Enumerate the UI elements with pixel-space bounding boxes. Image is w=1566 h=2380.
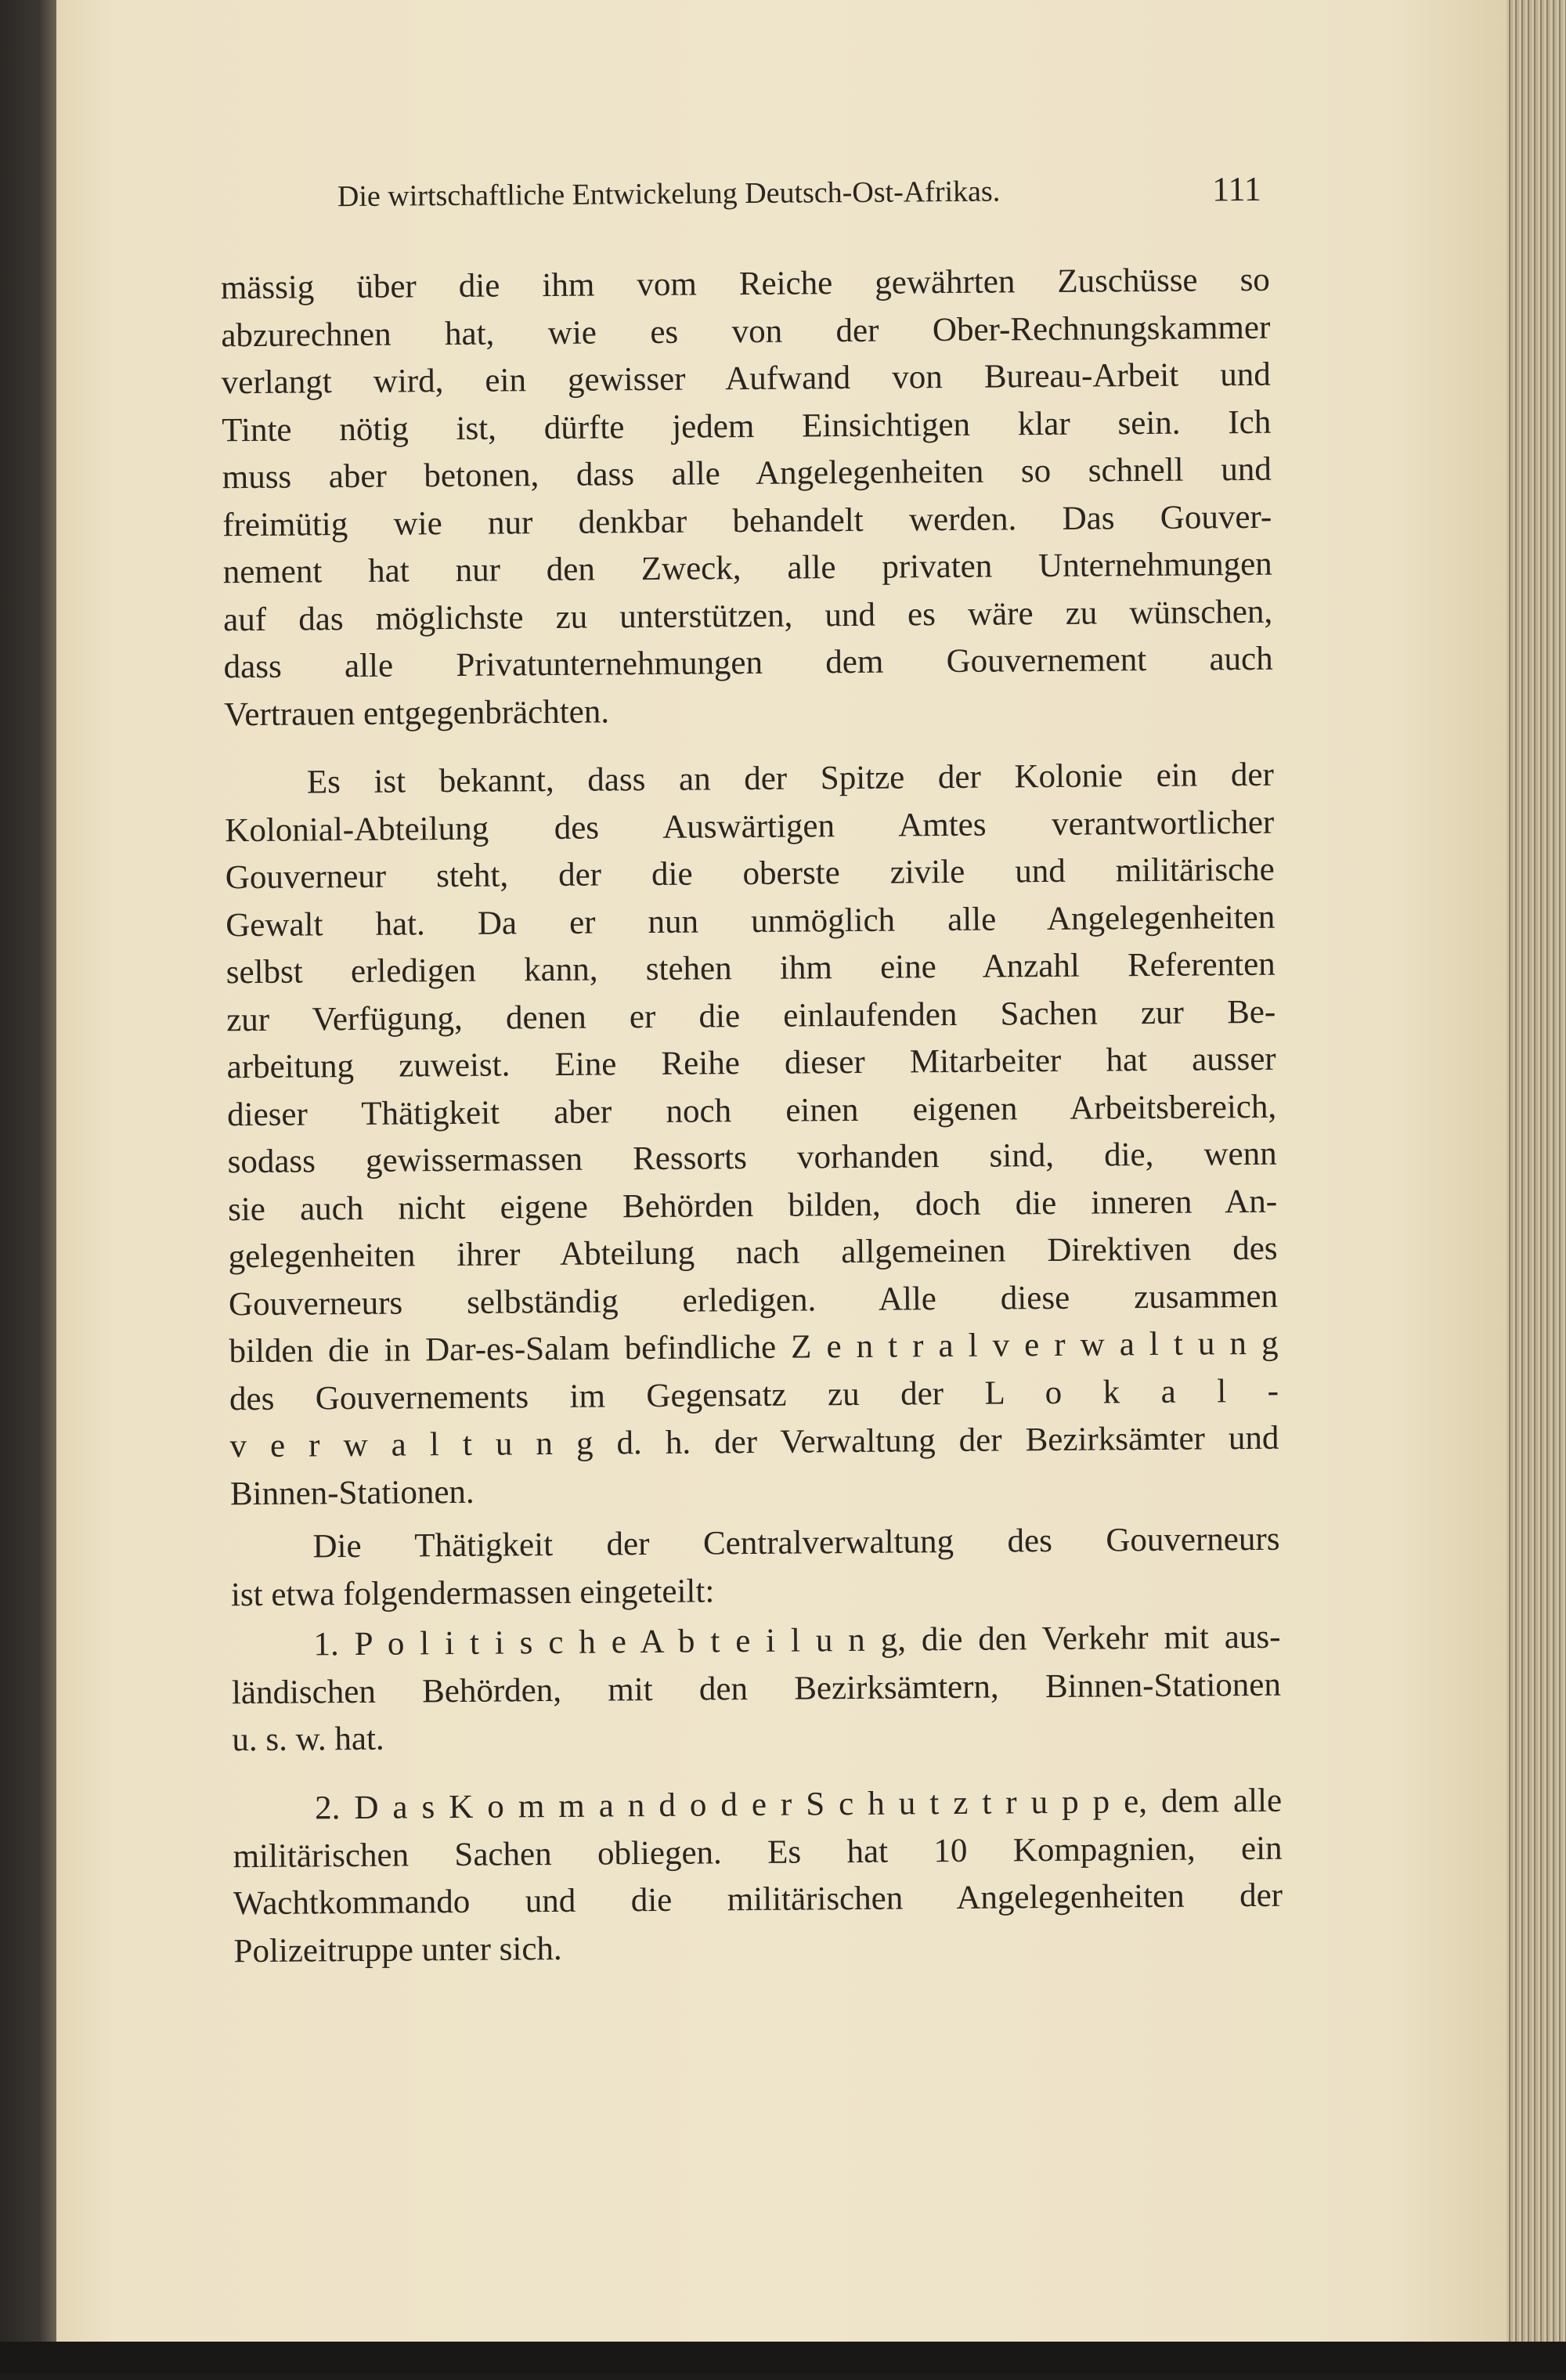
paragraph — [225, 752, 1280, 1518]
text-line: arbeitung zuweist. Eine Reihe dieser Mitarbeiter hat ausser — [226, 1040, 1276, 1086]
text-line: militärischen Sachen obliegen. Es hat 10 Kompagnien, ein — [233, 1829, 1283, 1875]
text-line: Wachtkommando und die militärischen Angelegenheiten der — [233, 1876, 1283, 1923]
text-line: dieser Thätigkeit aber noch einen eigenen Arbeitsbereich, — [226, 1088, 1277, 1133]
running-title: Die wirtschaftliche Entwickelung Deutsch-Ost-Afrikas. — [337, 175, 1001, 214]
text-line: abzurechnen hat, wie es von der Ober-Rechnungskammer — [221, 309, 1271, 354]
text-line: selbst erledigen kann, stehen ihm eine Anzahl Referenten — [226, 945, 1276, 991]
text-line: gelegenheiten ihrer Abteilung nach allgemeinen Direktiven des — [228, 1230, 1278, 1276]
text-line: Die Thätigkeit der Centralverwaltung des Gouverneurs — [312, 1520, 1280, 1566]
text-line: Tinte nötig ist, dürfte jedem Einsichtigen klar sein. Ich — [222, 403, 1272, 449]
text-line: 2. D a s K o m m a n d o d e r S c h u t z t r u p p e, dem alle — [314, 1782, 1283, 1827]
text-line: sodass gewissermassen Ressorts vorhanden sind, die, wenn — [227, 1135, 1277, 1181]
text-line: ist etwa folgendermassen eingeteilt: — [230, 1572, 715, 1613]
text-line: mässig über die ihm vom Reiche gewährten Zuschüsse so — [220, 261, 1271, 307]
text-line: 1. P o l i t i s c h e A b t e i l u n g, die den Verkehr mit aus- — [313, 1618, 1281, 1663]
text-line: Gewalt hat. Da er nun unmöglich alle Angelegenheiten — [226, 898, 1276, 944]
text-line: u. s. w. hat. — [232, 1720, 384, 1759]
text-line: Gouverneurs selbständig erledigen. Alle diese zusammen — [228, 1277, 1279, 1323]
text-line: nement hat nur den Zweck, alle privaten Unternehmungen — [222, 545, 1272, 591]
page-number: 111 — [1211, 169, 1262, 209]
running-header — [337, 169, 1262, 214]
text-line: ländischen Behörden, mit den Bezirksämtern, Binnen-Stationen — [231, 1666, 1282, 1711]
text-line: Vertrauen entgegenbrächten. — [223, 692, 610, 733]
text-line: auf das möglichste zu unterstützen, und es wäre zu wünschen, — [223, 593, 1273, 638]
paragraph — [230, 1516, 1280, 1620]
text-line: freimütig wie nur denkbar behandelt werden. Das Gouver- — [222, 498, 1272, 544]
paragraph — [231, 1614, 1281, 1764]
text-line: Binnen-Stationen. — [229, 1473, 474, 1512]
text-line: v e r w a l t u n g d. h. der Verwaltung der Bezirksämter und — [229, 1419, 1279, 1465]
text-line: Polizeitruppe unter sich. — [233, 1930, 562, 1970]
paragraph — [221, 257, 1274, 739]
text-line: muss aber betonen, dass alle Angelegenheiten so schnell und — [222, 450, 1272, 497]
text-line: Gouverneur steht, der die oberste zivile und militärische — [225, 851, 1275, 897]
text-line: sie auch nicht eigene Behörden bilden, doch die inneren An- — [227, 1183, 1278, 1228]
text-line: verlangt wird, ein gewisser Aufwand von Bureau-Arbeit und — [221, 356, 1271, 402]
text-line: zur Verfügung, denen er die einlaufenden Sachen zur Be- — [226, 993, 1276, 1038]
text-line: Es ist bekannt, dass an der Spitze der Kolonie ein der — [306, 756, 1274, 801]
text-line: Kolonial-Abteilung des Auswärtigen Amtes verantwortlicher — [225, 804, 1275, 849]
text-line: bilden die in Dar-es-Salam befindliche Z e n t r a l v e r w a l t u n g — [229, 1324, 1279, 1371]
text-line: dass alle Privatunternehmungen dem Gouvernement auch — [223, 640, 1273, 686]
text-line: des Gouvernements im Gegensatz zu der L o k a l - — [229, 1372, 1279, 1418]
paragraph — [233, 1778, 1283, 1976]
